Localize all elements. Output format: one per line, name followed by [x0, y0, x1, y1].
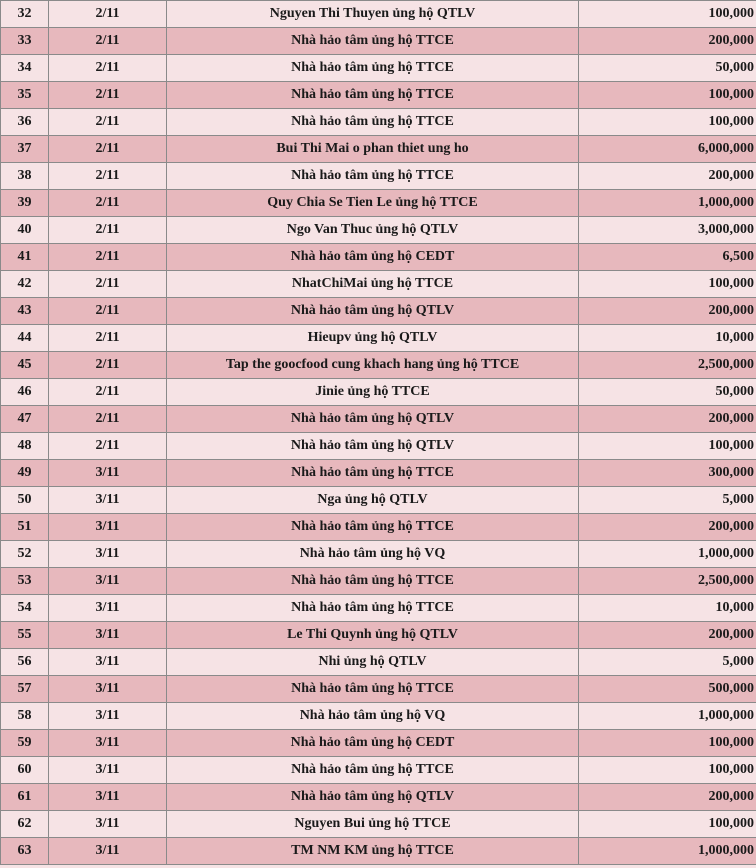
row-number: 33 [1, 28, 49, 55]
table-row [1, 568, 756, 595]
row-number: 56 [1, 649, 49, 676]
row-date: 3/11 [49, 541, 167, 568]
row-date: 3/11 [49, 676, 167, 703]
table-row [1, 514, 756, 541]
row-number: 62 [1, 811, 49, 838]
row-number: 37 [1, 136, 49, 163]
row-description: Nhà hảo tâm ủng hộ TTCE [167, 55, 579, 82]
row-description: TM NM KM ủng hộ TTCE [167, 838, 579, 865]
row-date: 2/11 [49, 217, 167, 244]
donation-table-body [1, 1, 756, 865]
table-row [1, 838, 756, 865]
row-description: Nhà hảo tâm ủng hộ QTLV [167, 406, 579, 433]
row-description: Nhà hảo tâm ủng hộ TTCE [167, 460, 579, 487]
row-number: 49 [1, 460, 49, 487]
row-number: 45 [1, 352, 49, 379]
row-number: 54 [1, 595, 49, 622]
row-date: 2/11 [49, 271, 167, 298]
row-amount: 50,000 [579, 379, 756, 406]
row-amount: 2,500,000 [579, 568, 756, 595]
row-date: 3/11 [49, 757, 167, 784]
row-date: 3/11 [49, 568, 167, 595]
row-number: 47 [1, 406, 49, 433]
row-amount: 50,000 [579, 55, 756, 82]
row-description: Tap the goocfood cung khach hang ủng hộ TTCE [167, 352, 579, 379]
row-amount: 10,000 [579, 325, 756, 352]
row-description: Ngo Van Thuc ủng hộ QTLV [167, 217, 579, 244]
row-amount: 100,000 [579, 811, 756, 838]
table-row [1, 352, 756, 379]
table-row [1, 28, 756, 55]
row-description: Nhà hảo tâm ủng hộ VQ [167, 541, 579, 568]
row-amount: 200,000 [579, 163, 756, 190]
row-number: 35 [1, 82, 49, 109]
table-row [1, 487, 756, 514]
row-description: Nhà hảo tâm ủng hộ QTLV [167, 433, 579, 460]
table-row [1, 622, 756, 649]
table-row [1, 190, 756, 217]
row-date: 2/11 [49, 406, 167, 433]
row-amount: 200,000 [579, 784, 756, 811]
row-description: Nhà hảo tâm ủng hộ TTCE [167, 676, 579, 703]
row-date: 3/11 [49, 460, 167, 487]
row-amount: 10,000 [579, 595, 756, 622]
row-description: Nhà hảo tâm ủng hộ CEDT [167, 244, 579, 271]
row-amount: 100,000 [579, 730, 756, 757]
row-date: 2/11 [49, 109, 167, 136]
row-date: 3/11 [49, 595, 167, 622]
row-number: 32 [1, 1, 49, 28]
row-amount: 200,000 [579, 28, 756, 55]
row-number: 39 [1, 190, 49, 217]
row-description: Nhà hảo tâm ủng hộ TTCE [167, 757, 579, 784]
table-row [1, 460, 756, 487]
row-description: Nhà hảo tâm ủng hộ CEDT [167, 730, 579, 757]
table-row [1, 217, 756, 244]
table-row [1, 298, 756, 325]
table-row [1, 406, 756, 433]
table-row [1, 244, 756, 271]
row-number: 41 [1, 244, 49, 271]
row-amount: 1,000,000 [579, 190, 756, 217]
row-number: 51 [1, 514, 49, 541]
table-row [1, 541, 756, 568]
row-description: Jinie ủng hộ TTCE [167, 379, 579, 406]
row-amount: 300,000 [579, 460, 756, 487]
row-date: 2/11 [49, 55, 167, 82]
row-description: Nhà hảo tâm ủng hộ QTLV [167, 298, 579, 325]
table-row [1, 433, 756, 460]
row-description: NhatChiMai ủng hộ TTCE [167, 271, 579, 298]
row-date: 2/11 [49, 379, 167, 406]
row-amount: 200,000 [579, 406, 756, 433]
table-row [1, 379, 756, 406]
row-description: Nhà hảo tâm ủng hộ VQ [167, 703, 579, 730]
table-row [1, 649, 756, 676]
row-number: 52 [1, 541, 49, 568]
row-date: 2/11 [49, 298, 167, 325]
row-number: 57 [1, 676, 49, 703]
table-row [1, 325, 756, 352]
row-date: 3/11 [49, 622, 167, 649]
row-description: Nhà hảo tâm ủng hộ TTCE [167, 595, 579, 622]
row-amount: 200,000 [579, 298, 756, 325]
row-number: 58 [1, 703, 49, 730]
table-row [1, 703, 756, 730]
row-number: 40 [1, 217, 49, 244]
row-description: Quy Chia Se Tien Le ủng hộ TTCE [167, 190, 579, 217]
row-amount: 200,000 [579, 514, 756, 541]
row-number: 53 [1, 568, 49, 595]
row-number: 55 [1, 622, 49, 649]
row-number: 63 [1, 838, 49, 865]
table-row [1, 676, 756, 703]
row-date: 3/11 [49, 649, 167, 676]
table-row [1, 784, 756, 811]
row-description: Nhà hảo tâm ủng hộ TTCE [167, 109, 579, 136]
row-description: Nhà hảo tâm ủng hộ TTCE [167, 514, 579, 541]
row-date: 2/11 [49, 136, 167, 163]
table-row [1, 163, 756, 190]
row-date: 2/11 [49, 82, 167, 109]
row-date: 3/11 [49, 730, 167, 757]
row-date: 2/11 [49, 190, 167, 217]
row-amount: 100,000 [579, 109, 756, 136]
row-amount: 1,000,000 [579, 703, 756, 730]
row-description: Le Thi Quynh ủng hộ QTLV [167, 622, 579, 649]
table-row [1, 55, 756, 82]
row-date: 3/11 [49, 487, 167, 514]
row-description: Nhà hảo tâm ủng hộ TTCE [167, 163, 579, 190]
row-description: Nga ủng hộ QTLV [167, 487, 579, 514]
row-description: Hieupv ủng hộ QTLV [167, 325, 579, 352]
row-number: 50 [1, 487, 49, 514]
row-amount: 100,000 [579, 271, 756, 298]
row-date: 2/11 [49, 325, 167, 352]
row-number: 43 [1, 298, 49, 325]
row-description: Nguyen Bui ủng hộ TTCE [167, 811, 579, 838]
row-amount: 200,000 [579, 622, 756, 649]
row-number: 59 [1, 730, 49, 757]
row-description: Bui Thi Mai o phan thiet ung ho [167, 136, 579, 163]
row-amount: 3,000,000 [579, 217, 756, 244]
table-row [1, 1, 756, 28]
row-number: 34 [1, 55, 49, 82]
row-date: 3/11 [49, 811, 167, 838]
row-number: 60 [1, 757, 49, 784]
table-row [1, 811, 756, 838]
row-amount: 100,000 [579, 757, 756, 784]
row-date: 3/11 [49, 703, 167, 730]
row-amount: 100,000 [579, 1, 756, 28]
table-row [1, 757, 756, 784]
table-row [1, 136, 756, 163]
table-row [1, 595, 756, 622]
row-amount: 5,000 [579, 487, 756, 514]
row-date: 2/11 [49, 1, 167, 28]
row-description: Nhà hảo tâm ủng hộ TTCE [167, 28, 579, 55]
row-amount: 2,500,000 [579, 352, 756, 379]
row-description: Nhà hảo tâm ủng hộ QTLV [167, 784, 579, 811]
row-date: 3/11 [49, 838, 167, 865]
table-row [1, 271, 756, 298]
table-row [1, 730, 756, 757]
row-date: 2/11 [49, 28, 167, 55]
row-amount: 500,000 [579, 676, 756, 703]
row-date: 2/11 [49, 163, 167, 190]
row-amount: 5,000 [579, 649, 756, 676]
row-number: 48 [1, 433, 49, 460]
row-number: 36 [1, 109, 49, 136]
row-date: 2/11 [49, 352, 167, 379]
row-amount: 1,000,000 [579, 838, 756, 865]
row-number: 46 [1, 379, 49, 406]
row-date: 3/11 [49, 784, 167, 811]
table-row [1, 109, 756, 136]
row-amount: 100,000 [579, 82, 756, 109]
row-date: 2/11 [49, 433, 167, 460]
row-amount: 100,000 [579, 433, 756, 460]
row-description: Nhi ủng hộ QTLV [167, 649, 579, 676]
row-date: 2/11 [49, 244, 167, 271]
row-description: Nguyen Thi Thuyen ủng hộ QTLV [167, 1, 579, 28]
row-date: 3/11 [49, 514, 167, 541]
row-description: Nhà hảo tâm ủng hộ TTCE [167, 82, 579, 109]
table-row [1, 82, 756, 109]
row-number: 42 [1, 271, 49, 298]
row-amount: 6,000,000 [579, 136, 756, 163]
row-number: 44 [1, 325, 49, 352]
row-description: Nhà hảo tâm ủng hộ TTCE [167, 568, 579, 595]
row-amount: 6,500 [579, 244, 756, 271]
row-amount: 1,000,000 [579, 541, 756, 568]
row-number: 38 [1, 163, 49, 190]
row-number: 61 [1, 784, 49, 811]
